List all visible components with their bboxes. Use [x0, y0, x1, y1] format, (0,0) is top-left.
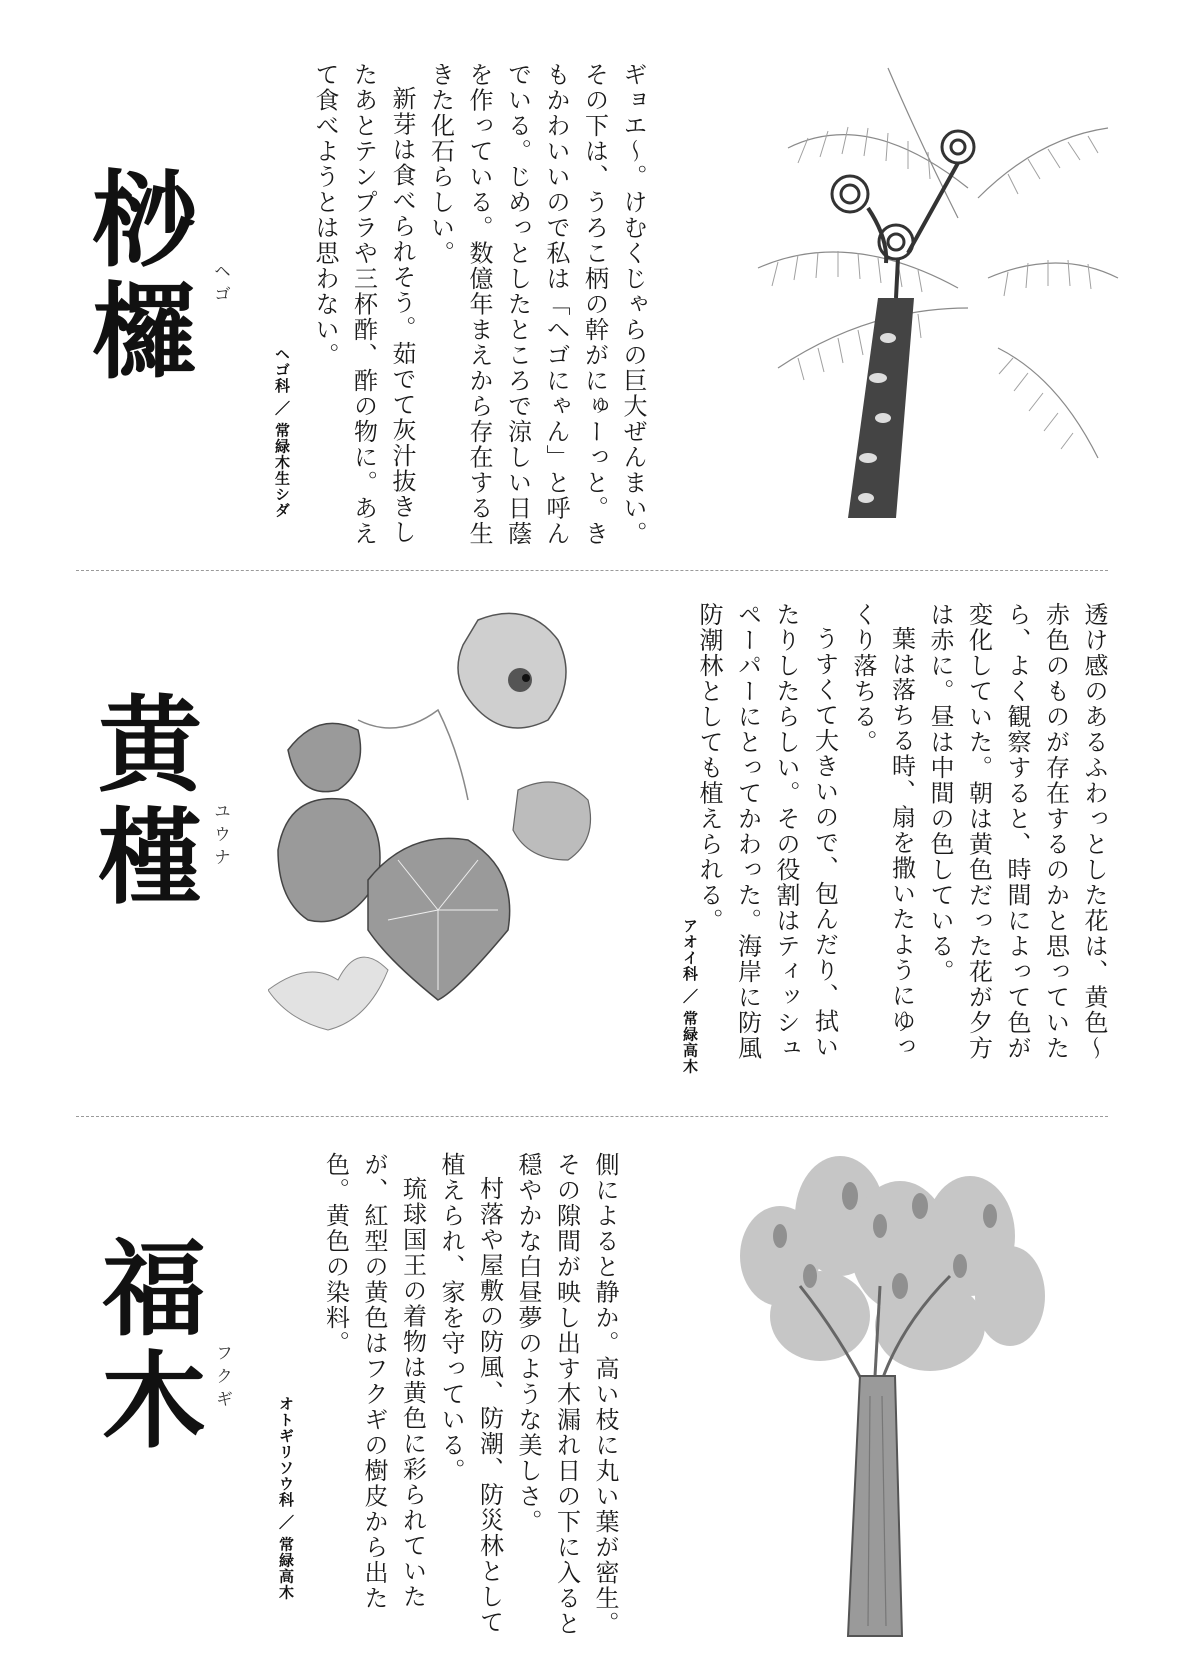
hego-description: [306, 62, 653, 552]
fukugi-tree-illustration: [720, 1136, 1060, 1656]
fukugi-paragraph-1: 側によると静か。高い枝に丸い葉が密生。その隙間が映し出す木漏れ日の下に入ると穏やかな白昼夢のような美しさ。: [514, 1152, 619, 1637]
yuuna-title: 黄槿: [80, 690, 202, 914]
fukugi-paragraph-3: 琉球国王の着物は黄色に彩られていたが、紅型の黄色はフクギの樹皮から出た色。黄色の染料。: [321, 1152, 427, 1611]
hibiscus-illustration: [268, 600, 648, 1060]
fukugi-description: [316, 1152, 624, 1642]
hego-paragraph-2: 新芽は食べられそう。茹でて灰汁抜きしたあとテンプラや三杯酢、酢の物に。あえて食べようとは思わない。: [311, 62, 416, 547]
yuuna-paragraph-1: 透け感のあるふわっとした花は、黄色〜赤色のものが存在するのかと思っていたら、よく観察すると、時間によって色が変化していた。朝は黄色だった花が夕方は赤に。昼は中間の色している。: [926, 602, 1108, 1061]
section-hego: [0, 0, 1189, 570]
hego-paragraph-1: ギョエ〜。けむくじゃらの巨大ぜんまい。その下は、うろこ柄の幹がにゅーっと。きもかわいいので私は「ヘゴにゃん」と呼んでいる。じめっとしたところで涼しい日蔭を作っている。数億年まえから存在する生きた化石らしい。: [426, 62, 647, 547]
fukugi-reading: フクギ: [212, 1344, 232, 1413]
fukugi-title: 福木: [84, 1234, 206, 1458]
yuuna-description: [690, 602, 1114, 1072]
fukugi-family-label: オトギリソウ科 ／ 常緑高木: [277, 1396, 295, 1601]
yuuna-paragraph-3: うすくて大きいので、包んだり、拭いたりしたらしい。その役割はティッシュペーパーにとってかわった。海岸に防風防潮林としても植えられる。: [695, 602, 839, 1061]
yuuna-paragraph-2: 葉は落ちる時、扇を撒いたようにゆっくり落ちる。: [849, 602, 916, 1060]
tree-fern-illustration: [718, 48, 1128, 548]
section-yuuna: [0, 570, 1189, 1116]
hego-family-label: ヘゴ科 ／ 常緑木生シダ: [273, 346, 291, 519]
hego-reading: ヘゴ: [210, 262, 230, 308]
fukugi-paragraph-2: 村落や屋敷の防風、防潮、防災林として植えられ、家を守っている。: [437, 1152, 504, 1635]
yuuna-reading: ユウナ: [210, 802, 230, 871]
hego-title: 桫欏: [74, 165, 196, 389]
yuuna-family-label: アオイ科 ／ 常緑高木: [681, 918, 699, 1075]
section-fukugi: [0, 1116, 1189, 1676]
